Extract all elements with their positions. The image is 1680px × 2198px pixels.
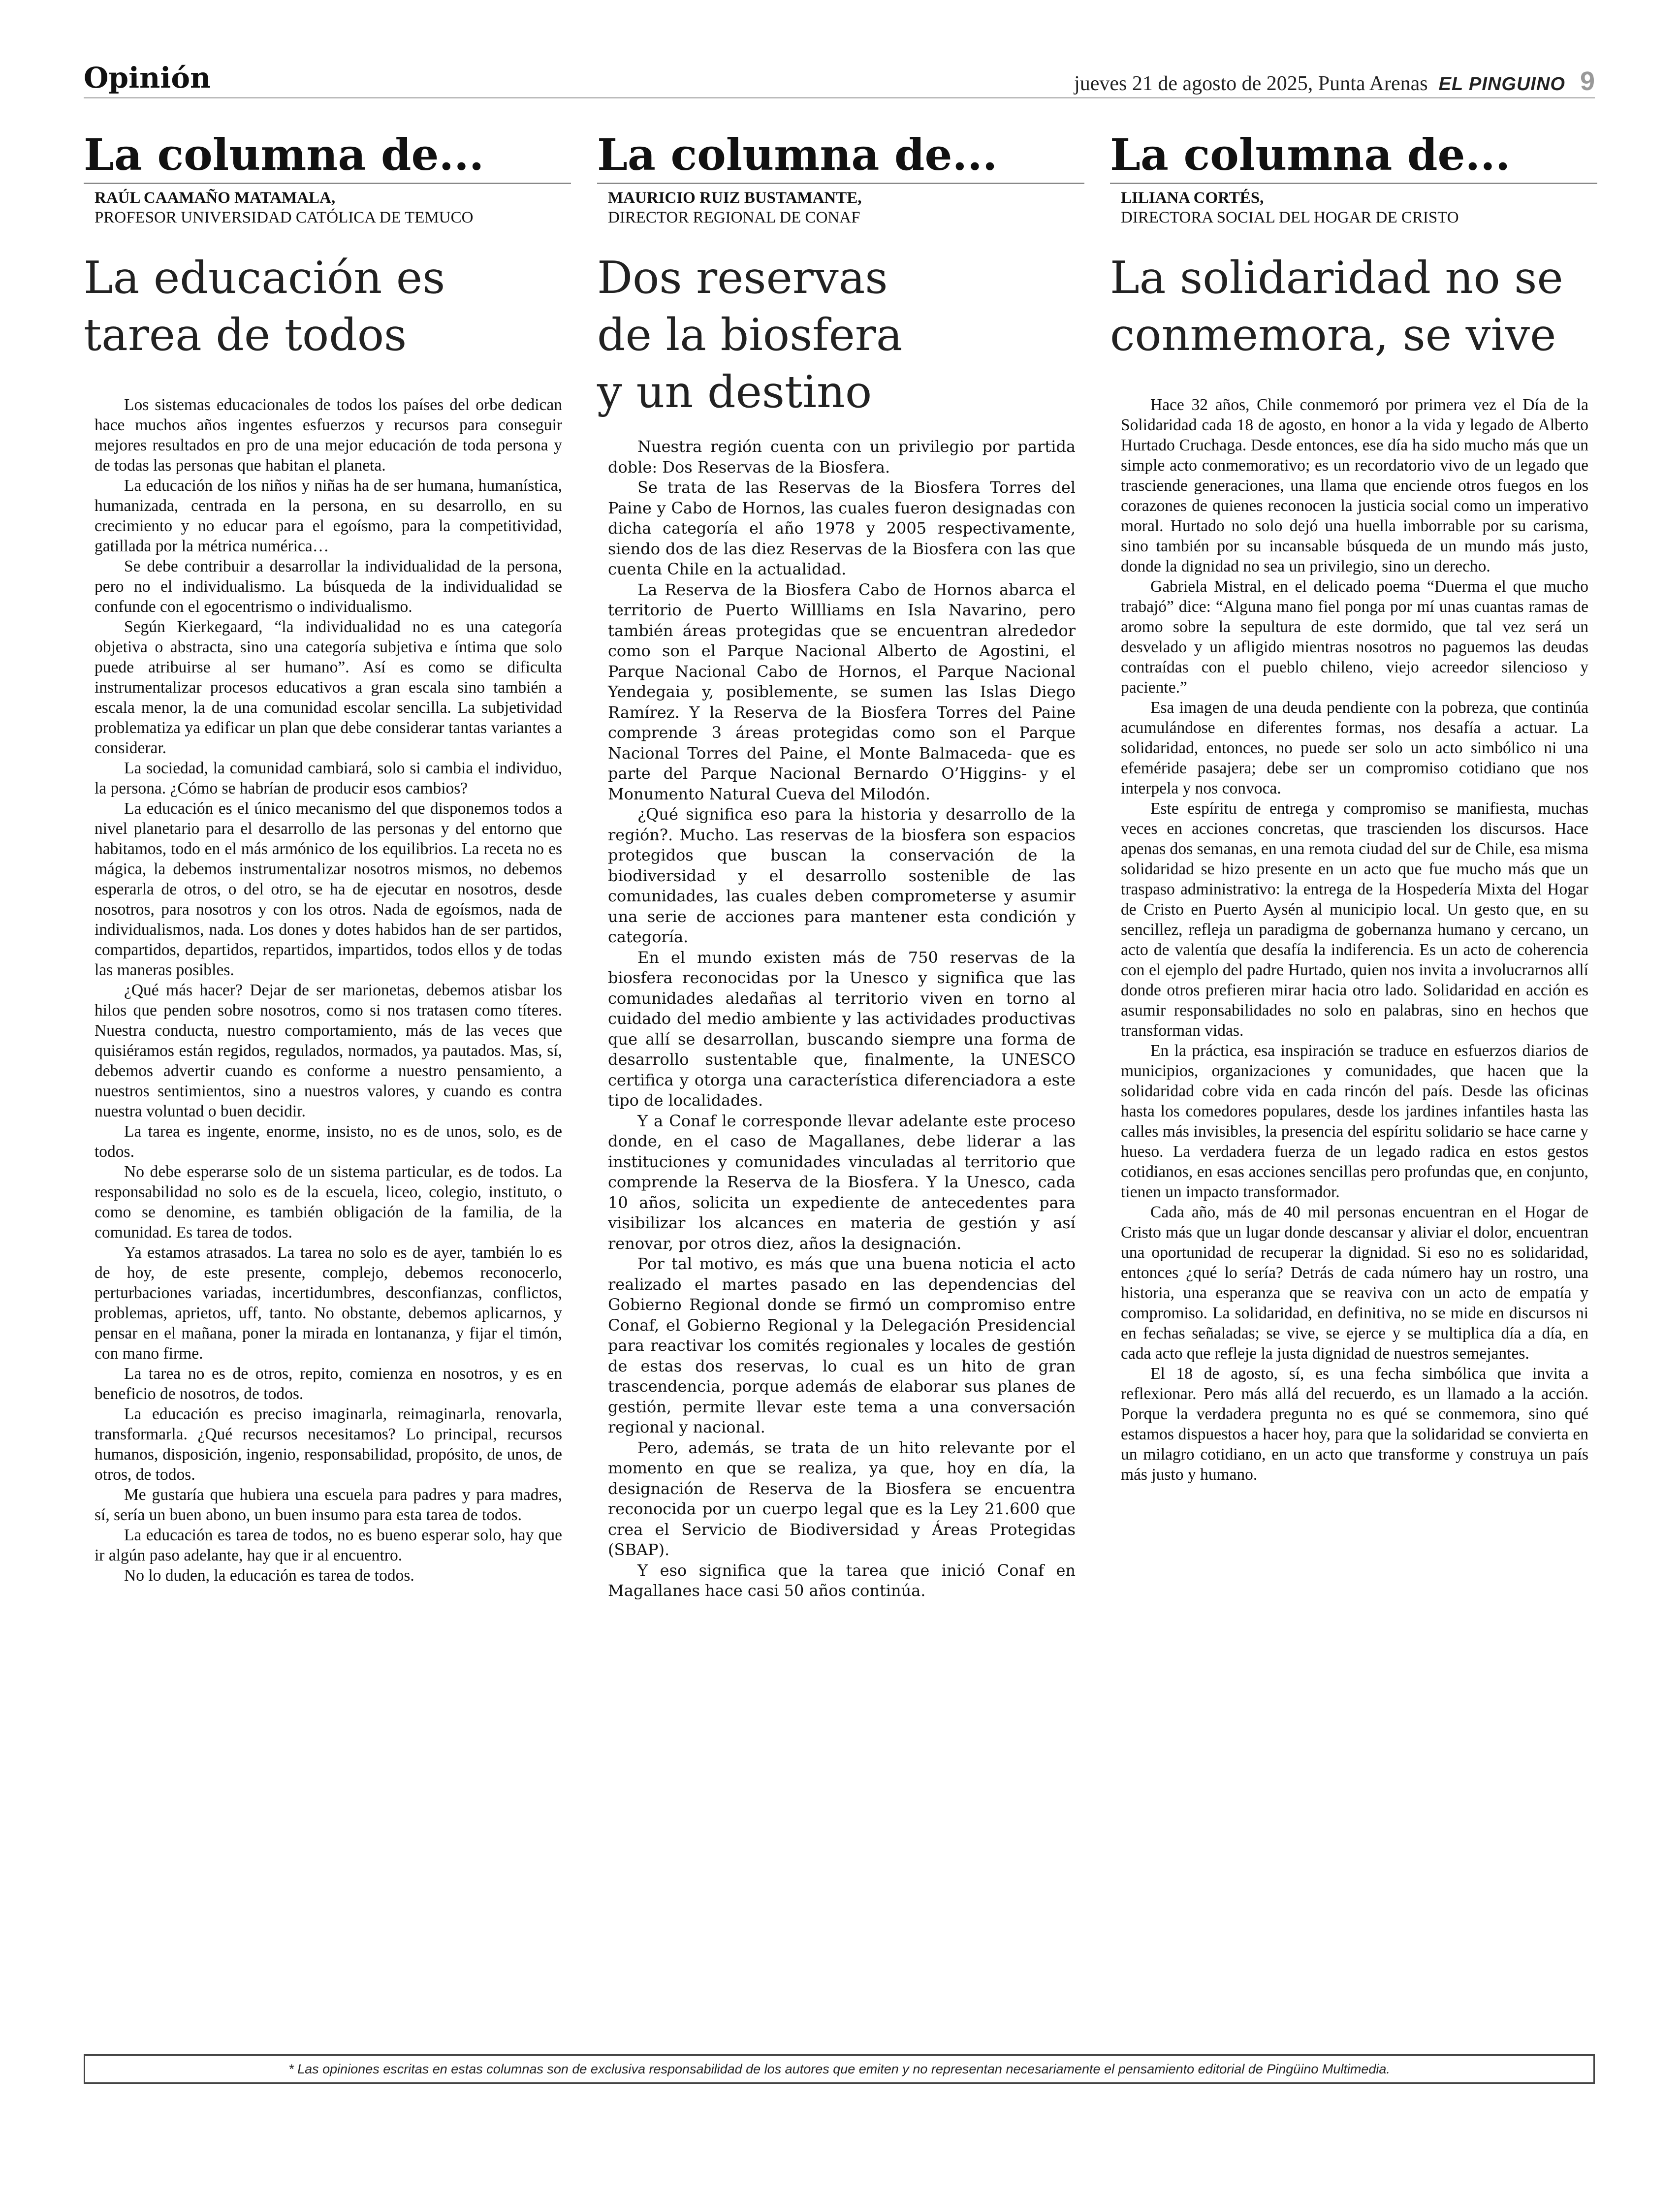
disclaimer-text: * Las opiniones escritas en estas columnas son de exclusiva responsabilidad de los autores que emiten y no representan necesariamente el pensamiento editorial de Pingüino Multimedia. [288, 2061, 1390, 2076]
page-number: 9 [1580, 66, 1595, 96]
paragraph: La educación de los niños y niñas ha de ser humana, humanística, humanizada, centrada en la persona, en su desarrollo, en su crecimiento y no educar para el egoísmo, para la competitividad, gatillada por la métrica numérica… [95, 477, 562, 555]
paragraph: La tarea es ingente, enorme, insisto, no es de unos, solo, es de todos. [95, 1122, 562, 1161]
newspaper-logo: EL PINGUINO [1438, 74, 1565, 95]
paragraph: En el mundo existen más de 750 reservas de la biosfera reconocidas por la Unesco y significa que las comunidades aledañas al territorio viven en torno al cuidado del medio ambiente y las actividades productivas que allí se desarrollan, buscando siempre una forma de desarrollo sustentable que, finalmente, la UNESCO certifica y otorga una característica diferenciadora a este tipo de localidades. [608, 948, 1076, 1110]
paragraph: Se trata de las Reservas de la Biosfera Torres del Paine y Cabo de Hornos, las cuales fueron designadas con dicha categoría el año 1978 y 2005 respectivamente, siendo dos de las diez Reservas de la Biosfera con las que cuenta Chile en la actualidad. [608, 478, 1076, 578]
author-name: MAURICIO RUIZ BUSTAMANTE, [608, 189, 862, 207]
paragraph: Según Kierkegaard, “la individualidad no es una categoría objetiva o abstracta, sino una categoría subjetiva e íntima que solo puede atribuirse al ser humano”. Así es como se dificulta instrumentalizar procesos educativos a gran escala sino también a escala menor, la de una comunidad escolar sencilla. La subjetividad problematiza ya edificar un plan que debe considerar tantas variantes a considerar. [95, 618, 562, 757]
paragraph: La educación es preciso imaginarla, reimaginarla, renovarla, transformarla. ¿Qué recursos necesitamos? Lo principal, recursos humanos, disposición, ingenio, responsabilidad, propósito, de unos, de otros, de todos. [95, 1405, 562, 1484]
opinion-column-2 [597, 129, 1084, 1600]
paragraph: ¿Qué más hacer? Dejar de ser marionetas, debemos atisbar los hilos que penden sobre nosotros, como si nos tratasen como títeres. Nuestra conducta, nuestro comportamiento, más de las veces que quisiéramos están regidos, regulados, normados, ya pautados. Mas, sí, debemos advertir cuando es conforme a nuestro pensamiento, a nuestros sentimientos, sino a nuestros valores, y cuando es contra nuestra voluntad o buen decidir. [95, 981, 562, 1120]
paragraph: Los sistemas educacionales de todos los países del orbe dedican hace muchos años ingentes esfuerzos y recursos para conseguir mejores resultados en pro de una mejor educación de toda persona y de todas las personas que habitan el planeta. [95, 396, 562, 475]
page-header [84, 59, 1595, 98]
paragraph: Y a Conaf le corresponde llevar adelante este proceso donde, en el caso de Magallanes, debe liderar a las instituciones y comunidades vinculadas al territorio que comprende la Reserva de la Biosfera. Y la Unesco, cada 10 años, solicita un expediente de antecedentes para visibilizar los alcances en materia de gestión y así renovar, por otros diez, años la designación. [608, 1111, 1076, 1253]
author-role: DIRECTOR REGIONAL DE CONAF [608, 209, 860, 226]
article-body [608, 437, 1076, 1601]
header-info [1074, 66, 1595, 96]
paragraph: ¿Qué significa eso para la historia y desarrollo de la región?. Mucho. Las reservas de la biosfera son espacios protegidos que buscan la conservación de la biodiversidad y el desarrollo sostenible de las comunidades, las cuales deben comprometerse y asumir una serie de acciones para mantener esta condición y categoría. [608, 805, 1076, 946]
paragraph: Se debe contribuir a desarrollar la individualidad de la persona, pero no el individualismo. La búsqueda de la individualidad se confunde con el egocentrismo o individualismo. [95, 557, 562, 616]
paragraph: Nuestra región cuenta con un privilegio por partida doble: Dos Reservas de la Biosfera. [608, 437, 1076, 477]
date-place: jueves 21 de agosto de 2025, Punta Arenas [1074, 72, 1428, 95]
paragraph: Pero, además, se trata de un hito relevante por el momento en que se realiza, ya que, hoy en día, la designación de Reserva de la Biosfera se encuentra reconocida por un cuerpo legal que es la Ley 21.600 que crea el Servicio de Biodiversidad y Áreas Protegidas (SBAP). [608, 1438, 1076, 1559]
paragraph: Este espíritu de entrega y compromiso se manifiesta, muchas veces en acciones concretas, que trascienden los discursos. Hace apenas dos semanas, en una remota ciudad del sur de Chile, esa misma solidaridad se hizo presente en un acto que fue mucho más que un traspaso administrativo: la entrega de la Hospedería Mixta del Hogar de Cristo en Puerto Aysén al municipio local. Un gesto que, en su sencillez, refleja un paradigma de gobernanza humano y cercano, un acto de valentía que desafía la indiferencia. Es un acto de coherencia con el ejemplo del padre Hurtado, quien nos invita a involucrarnos allí donde otros prefieren mirar hacia otro lado. Solidaridad en acción es asumir responsabilidades no solo en palabras, sino en hechos que transforman vidas. [1121, 799, 1588, 1040]
article-headline: Dos reservas de la biosfera y un destino [597, 252, 903, 418]
section-title: Opinión [84, 61, 211, 95]
article-headline: La educación es tarea de todos [84, 252, 445, 361]
paragraph: La Reserva de la Biosfera Cabo de Hornos abarca el territorio de Puerto Willliams en Isla Navarino, pero también áreas protegidas que se encuentran alrededor como son el Parque Nacional Alberto de Agostini, el Parque Nacional Cabo de Hornos, el Parque Nacional Yendegaia y, posiblemente, se sumen las Islas Diego Ramírez. Y la Reserva de la Biosfera Torres del Paine comprende 3 áreas protegidas como son el Parque Nacional Torres del Paine, el Monte Balmaceda- que es parte del Parque Nacional Bernardo O’Higgins- y el Monumento Natural Cueva del Milodón. [608, 580, 1076, 803]
paragraph: Hace 32 años, Chile conmemoró por primera vez el Día de la Solidaridad cada 18 de agosto, en honor a la vida y legado de Alberto Hurtado Cruchaga. Desde entonces, ese día ha sido mucho más que un simple acto conmemorativo; es un recordatorio vivo de un legado que trasciende generaciones, una llama que enciende otros fuegos en los corazones de quienes reconocen la justicia social como un imperativo moral. Hurtado no solo dejó una huella imborrable por su carisma, sino también por su incansable búsqueda de un mundo más justo, donde la dignidad no sea un privilegio, sino un derecho. [1121, 396, 1588, 575]
byline [84, 184, 571, 227]
column-kicker: La columna de... [1110, 129, 1597, 184]
paragraph: La educación es tarea de todos, no es bueno esperar solo, hay que ir algún paso adelante, hay que ir al encuentro. [95, 1526, 562, 1564]
paragraph: La tarea no es de otros, repito, comienza en nosotros, y es en beneficio de nosotros, de todos. [95, 1365, 562, 1403]
paragraph: En la práctica, esa inspiración se traduce en esfuerzos diarios de municipios, organizaciones y comunidades, que hacen que la solidaridad cobre vida en cada rincón del país. Desde las oficinas hasta los comedores populares, desde los jardines infantiles hasta las calles más invisibles, la presencia del espíritu solidario se hace carne y hueso. La verdadera fuerza de un legado radica en estos gestos cotidianos, en esas acciones sencillas pero profundas que, en conjunto, tienen un impacto transformador. [1121, 1042, 1588, 1201]
column-kicker: La columna de... [84, 129, 571, 184]
opinion-column-3 [1110, 129, 1597, 1484]
author-name: RAÚL CAAMAÑO MATAMALA, [95, 189, 336, 207]
paragraph: Cada año, más de 40 mil personas encuentran en el Hogar de Cristo más que un lugar donde descansar y aliviar el dolor, encuentran una oportunidad de recuperar la dignidad. Si eso no es solidaridad, entonces ¿qué lo sería? Detrás de cada número hay un rostro, una historia, una esperanza que se reaviva con un acto de empatía y compromiso. La solidaridad, en definitiva, no se mide en discursos ni en fechas señaladas; se vive, se ejerce y se multiplica día a día, en cada acto que refleje la justa dignidad de nuestros semejantes. [1121, 1203, 1588, 1363]
opinion-column-1 [84, 129, 571, 1585]
article-headline: La solidaridad no se conmemora, se vive [1110, 252, 1563, 361]
byline [597, 184, 1084, 227]
paragraph: Esa imagen de una deuda pendiente con la pobreza, que continúa acumulándose en diferentes formas, nos desafía a actuar. La solidaridad, entonces, no puede ser solo un acto simbólico ni una efeméride pasajera; debe ser un compromiso cotidiano que nos interpela y nos convoca. [1121, 699, 1588, 797]
author-name: LILIANA CORTÉS, [1121, 189, 1264, 207]
paragraph: Ya estamos atrasados. La tarea no solo es de ayer, también lo es de hoy, de este presente, complejo, debemos reconocerlo, perturbaciones variadas, incertidumbres, desconfianzas, conflictos, problemas, aprietos, uff, tanto. No obstante, debemos aplicarnos, y pensar en el mañana, poner la mirada en lontananza, y fijar el timón, con mano firme. [95, 1243, 562, 1363]
byline [1110, 184, 1597, 227]
paragraph: La sociedad, la comunidad cambiará, solo si cambia el individuo, la persona. ¿Cómo se habrían de producir esos cambios? [95, 759, 562, 797]
author-role: PROFESOR UNIVERSIDAD CATÓLICA DE TEMUCO [95, 209, 474, 226]
article-body [1121, 395, 1588, 1485]
paragraph: No lo duden, la educación es tarea de todos. [124, 1566, 414, 1585]
paragraph: La educación es el único mecanismo del que disponemos todos a nivel planetario para el desarrollo de las personas y del entorno que habitamos, todo en el más armónico de los equilibrios. La receta no es mágica, la debemos instrumentalizar nosotros mismos, no debemos esperarla de otros, o del otro, se ha de ejecutar en nosotros, desde nosotros, para nosotros y con los otros. Nada de egoísmos, nada de individualismos, nada. Los dones y dotes habidos han de ser partidos, compartidos, departidos, repartidos, impartidos, todos ellos y de todas las maneras posibles. [95, 799, 562, 979]
disclaimer-box [84, 2054, 1595, 2084]
paragraph: Me gustaría que hubiera una escuela para padres y para madres, sí, sería un buen abono, un buen insumo para esta tarea de todos. [95, 1486, 562, 1524]
paragraph: No debe esperarse solo de un sistema particular, es de todos. La responsabilidad no solo es de la escuela, liceo, colegio, instituto, o como se denomine, es también obligación de la familia, de la comunidad. Es tarea de todos. [95, 1163, 562, 1242]
author-role: DIRECTORA SOCIAL DEL HOGAR DE CRISTO [1121, 209, 1459, 226]
paragraph: Por tal motivo, es más que una buena noticia el acto realizado el martes pasado en las dependencias del Gobierno Regional donde se firmó un compromiso entre Conaf, el Gobierno Regional y la Delegación Presidencial para reactivar los comités regionales y locales de gestión de estas dos reservas, lo cual es un hito de gran trascendencia, porque además de elaborar sus planes de gestión, permite llevar este tema a una conversación regional y nacional. [608, 1254, 1076, 1436]
paragraph: El 18 de agosto, sí, es una fecha simbólica que invita a reflexionar. Pero más allá del recuerdo, es un llamado a la acción. Porque la verdadera pregunta no es qué se conmemora, sino qué estamos dispuestos a hacer hoy, para que la solidaridad se convierta en un milagro cotidiano, en un acto que transforme y construya un país más justo y humano. [1121, 1365, 1588, 1484]
article-body [95, 395, 562, 1586]
paragraph: Gabriela Mistral, en el delicado poema “Duerma el que mucho trabajó” dice: “Alguna mano fiel ponga por mí unas cuantas ramas de aromo sobre la sepultura de este dormido, que tal vez será un desvelado y un afligido mientras nosotros no paguemos las deudas contraídas con el pueblo chileno, viejo acreedor silencioso y paciente.” [1121, 577, 1588, 697]
column-kicker: La columna de... [597, 129, 1084, 184]
paragraph: Y eso significa que la tarea que inició Conaf en Magallanes hace casi 50 años continúa. [608, 1561, 1076, 1600]
